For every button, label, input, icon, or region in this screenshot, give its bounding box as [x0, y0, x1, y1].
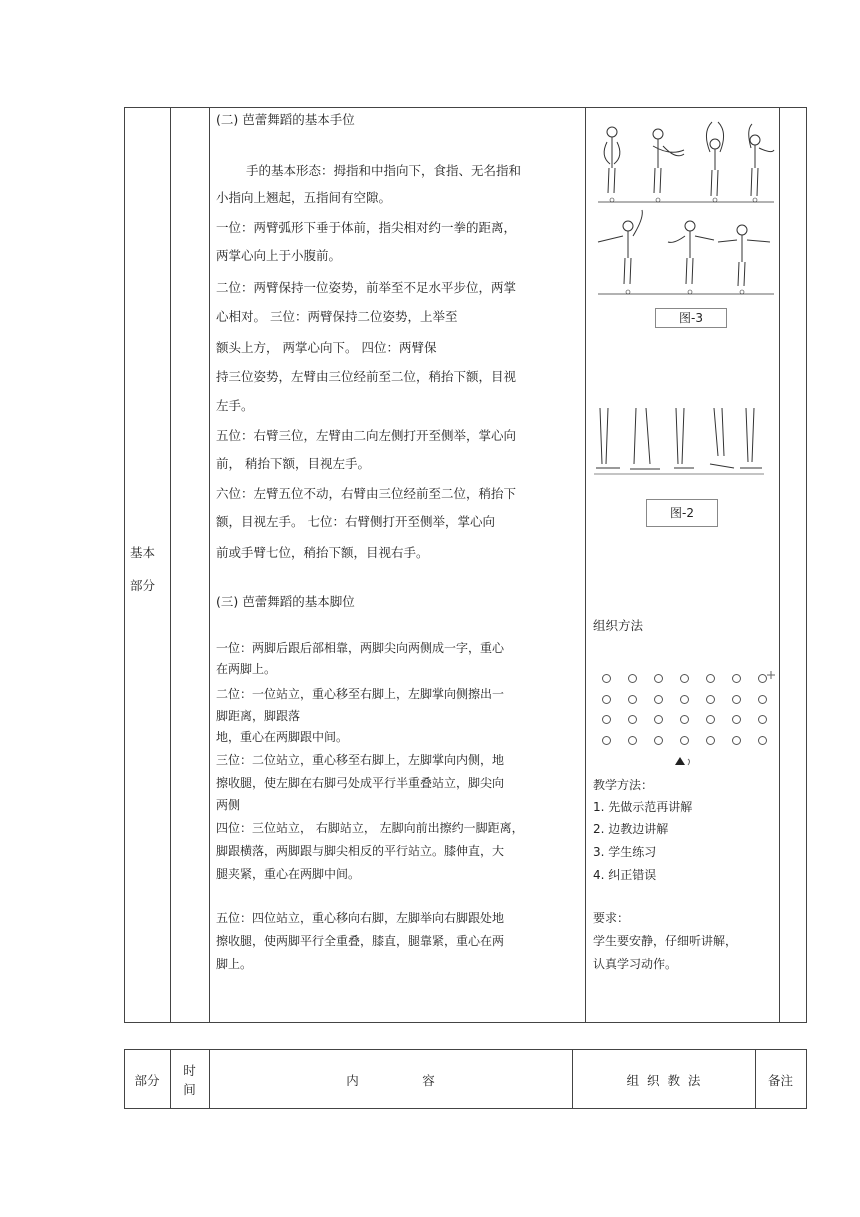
fig3-caption: 图-3 [655, 308, 727, 328]
formation-dot [628, 674, 637, 683]
formation-dot [732, 674, 741, 683]
formation-dot [628, 695, 637, 704]
hand-line: 五位：右臂三位，左臂由二向左侧打开至侧举，掌心向 [216, 428, 517, 443]
formation-dot [758, 715, 767, 724]
hand-title: (二) 芭蕾舞蹈的基本手位 [216, 112, 355, 127]
formation-dot [628, 715, 637, 724]
hand-line: 小指向上翘起，五指间有空隙。 [216, 190, 392, 205]
fig2-caption: 图-2 [646, 499, 718, 527]
requirements-title: 要求： [593, 911, 630, 925]
formation-dot [706, 736, 715, 745]
hand-line: 持三位姿势，左臂由三位经前至二位，稍抬下额，目视 [216, 369, 517, 384]
dancer-figure-4 [749, 124, 774, 196]
foot-line: 脚跟横落，两脚跟与脚尖相反的平行站立。膝伸直，大 [216, 844, 505, 858]
dancer-figure-5 [598, 210, 642, 284]
table-right-border [806, 107, 807, 1023]
col-divider-2 [209, 107, 210, 1023]
legs-pair-1 [596, 408, 620, 468]
foot-line: 脚上。 [216, 957, 253, 971]
foot-line: 在两脚上。 [216, 662, 277, 676]
formation-diagram [600, 670, 780, 770]
foot-line: 擦收腿，使两脚平行全重叠，膝直，腿靠紧，重心在两 [216, 934, 505, 948]
formation-dot [680, 715, 689, 724]
formation-dot [602, 674, 611, 683]
teach-method-title: 教学方法： [593, 778, 654, 792]
hand-line: 前或手臂七位，稍抬下额，目视右手。 [216, 545, 429, 560]
formation-dot [680, 674, 689, 683]
col-divider-3 [585, 107, 586, 1023]
hand-line: 心相对。 三位：两臂保持二位姿势，上举至 [216, 309, 458, 324]
col-divider-4 [779, 107, 780, 1023]
header-content: 内 容 [346, 1073, 435, 1088]
formation-dot [732, 695, 741, 704]
formation-dot [602, 715, 611, 724]
teach-item: 3. 学生练习 [593, 845, 657, 859]
hand-line: 六位：左臂五位不动，右臂由三位经前至二位，稍抬下 [216, 486, 517, 501]
foot-line: 腿夹紧，重心在两脚中间。 [216, 867, 361, 881]
requirements-line: 学生要安静，仔细听讲解， [593, 934, 738, 948]
formation-dot [706, 674, 715, 683]
foot-line: 擦收腿，使左脚在右脚弓处成平行半重叠站立，脚尖向 [216, 776, 505, 790]
formation-dot [732, 736, 741, 745]
header-table-top [124, 1049, 807, 1050]
foot-positions-figure [590, 406, 768, 478]
foot-line: 脚距离，脚跟落 [216, 709, 301, 723]
hand-line: 左手。 [216, 398, 254, 413]
section-label-line2: 部分 [130, 578, 156, 593]
table-top-border [124, 107, 807, 108]
header-note: 备注 [767, 1073, 793, 1088]
hand-line: 二位：两臂保持一位姿势，前举至不足水平步位，两掌 [216, 280, 517, 295]
formation-dot [654, 736, 663, 745]
dancer-figure-1 [604, 127, 620, 193]
formation-dot [602, 736, 611, 745]
formation-dot [732, 715, 741, 724]
foot-line: 二位：一位站立，重心移至右脚上，左脚掌向侧擦出一 [216, 687, 505, 701]
formation-dot [654, 715, 663, 724]
arm-positions-figure [590, 118, 776, 302]
foot-title: (三) 芭蕾舞蹈的基本脚位 [216, 594, 355, 609]
header-time-line2: 间 [183, 1082, 196, 1097]
foot-line: 地，重心在两脚跟中间。 [216, 730, 349, 744]
formation-dot [706, 695, 715, 704]
col-divider-1 [170, 107, 171, 1023]
legs-pair-2 [630, 408, 660, 469]
dancer-figure-3 [706, 122, 723, 196]
foot-positions-illustration [590, 406, 768, 478]
dancer-figure-6 [668, 221, 714, 284]
header-method: 组 织 教 法 [626, 1073, 701, 1088]
hand-line: 两掌心向上于小腹前。 [216, 248, 342, 263]
hand-line: 一位：两臂弧形下垂于体前，指尖相对约一拳的距离， [216, 220, 517, 235]
hand-line: 手的基本形态：拇指和中指向下，食指、无名指和 [246, 163, 522, 178]
requirements-line: 认真学习动作。 [593, 957, 678, 971]
formation-dot [680, 695, 689, 704]
legs-pair-4 [710, 408, 734, 468]
teach-item: 4. 纠正错误 [593, 868, 657, 882]
section-label-line1: 基本 [130, 545, 156, 560]
dancer-figure-2 [653, 129, 684, 193]
teach-item: 2. 边教边讲解 [593, 822, 669, 836]
teach-item: 1. 先做示范再讲解 [593, 800, 693, 814]
org-method-title: 组织方法 [593, 618, 644, 633]
formation-dot [654, 695, 663, 704]
dancer-figure-7 [718, 225, 770, 286]
arm-positions-illustration [590, 118, 776, 302]
header-col-divider-1 [170, 1049, 171, 1109]
formation-dot [706, 715, 715, 724]
formation-dot [758, 736, 767, 745]
legs-pair-5 [740, 408, 762, 468]
formation-dot [654, 674, 663, 683]
hand-line: 前， 稍抬下额，目视左手。 [216, 456, 370, 471]
teacher-triangle-icon [674, 755, 694, 767]
table-left-border [124, 107, 125, 1023]
foot-line: 四位：三位站立， 右脚站立， 左脚向前出擦约一脚距离， [216, 821, 524, 835]
foot-line: 一位：两脚后跟后部相靠，两脚尖向两侧成一字，重心 [216, 641, 505, 655]
hand-line: 额头上方， 两掌心向下。 四位：两臂保 [216, 340, 437, 355]
formation-dot [758, 695, 767, 704]
formation-dot [602, 695, 611, 704]
formation-dot [628, 736, 637, 745]
header-time-line1: 时 [183, 1063, 196, 1078]
header-table-right [806, 1049, 807, 1109]
legs-pair-3 [674, 408, 694, 468]
header-table-bottom [124, 1108, 807, 1109]
hand-line: 额，目视左手。 七位：右臂侧打开至侧举，掌心向 [216, 514, 495, 529]
foot-line: 三位：二位站立，重心移至右脚上，左脚掌向内侧，地 [216, 753, 505, 767]
foot-line: 两侧 [216, 798, 241, 812]
table-bottom-border [124, 1022, 807, 1023]
foot-line: 五位：四位站立，重心移向右脚，左脚举向右脚跟处地 [216, 911, 505, 925]
plus-mark-icon [766, 670, 776, 680]
header-part: 部分 [134, 1073, 160, 1088]
formation-dot [680, 736, 689, 745]
